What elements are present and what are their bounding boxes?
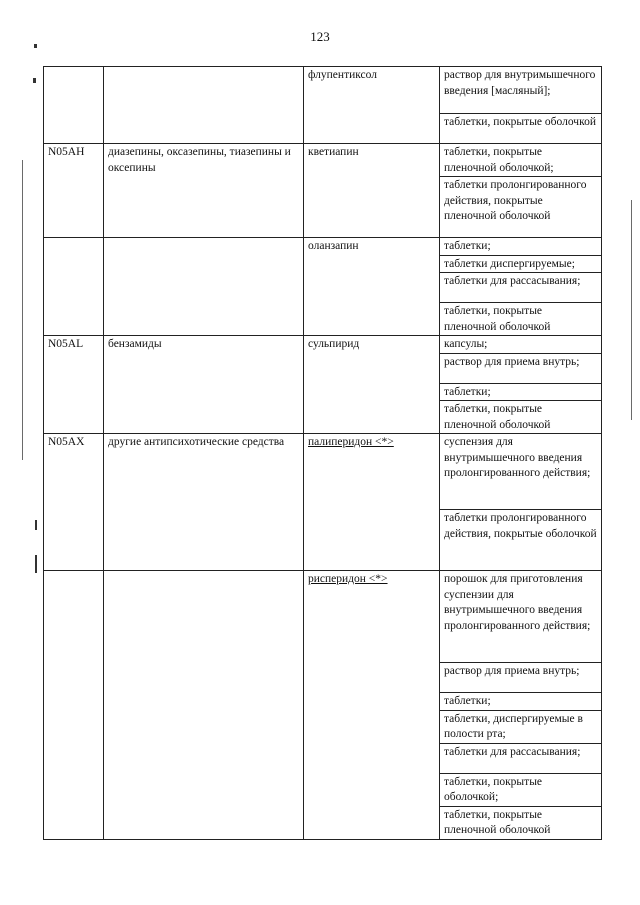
dosage-form-cell: таблетки для рассасывания; [440, 273, 602, 303]
dosage-form-cell: таблетки, покрытые пленочной оболочкой [440, 401, 602, 434]
drug-name-cell: сульпирид [304, 336, 440, 434]
scan-artifact [34, 44, 37, 48]
drug-name-cell: оланзапин [304, 238, 440, 336]
drug-name-cell: флупентиксол [304, 67, 440, 144]
dosage-form-cell: таблетки; [440, 693, 602, 711]
therapeutic-group-cell [104, 67, 304, 144]
dosage-form-cell: таблетки, покрытые пленочной оболочкой [440, 806, 602, 839]
dosage-form-cell: таблетки; [440, 238, 602, 256]
atc-code-cell: N05AL [44, 336, 104, 434]
dosage-form-cell: капсулы; [440, 336, 602, 354]
scan-edge-line [22, 160, 23, 460]
dosage-form-cell: таблетки диспергируемые; [440, 255, 602, 273]
dosage-form-cell: таблетки, диспергируемые в полости рта; [440, 710, 602, 743]
medication-table [43, 66, 602, 840]
dosage-form-cell: таблетки, покрытые пленочной оболочкой [440, 303, 602, 336]
therapeutic-group-cell: другие антипсихотические средства [104, 434, 304, 571]
drug-name-cell: палиперидон <*> [304, 434, 440, 571]
therapeutic-group-cell [104, 571, 304, 840]
atc-code-cell [44, 571, 104, 840]
dosage-form-cell: суспензия для внутримышечного введения пролонгированного действия; [440, 434, 602, 510]
dosage-form-cell: таблетки пролонгированного действия, покрытые пленочной оболочкой [440, 177, 602, 238]
dosage-form-cell: таблетки пролонгированного действия, покрытые оболочкой [440, 510, 602, 571]
dosage-form-cell: таблетки, покрытые оболочкой [440, 114, 602, 144]
drug-name-cell: рисперидон <*> [304, 571, 440, 840]
table-row [44, 571, 602, 663]
dosage-form-cell: раствор для приема внутрь; [440, 353, 602, 383]
dosage-form-cell: таблетки, покрытые пленочной оболочкой; [440, 144, 602, 177]
dosage-form-cell: таблетки для рассасывания; [440, 743, 602, 773]
scan-artifact [33, 78, 36, 83]
page-number: 123 [310, 29, 330, 44]
atc-code-cell [44, 67, 104, 144]
table-row [44, 434, 602, 510]
table-row [44, 238, 602, 256]
dosage-form-cell: раствор для приема внутрь; [440, 663, 602, 693]
dosage-form-cell: таблетки, покрытые оболочкой; [440, 773, 602, 806]
drug-name-cell: кветиапин [304, 144, 440, 238]
therapeutic-group-cell: диазепины, оксазепины, тиазепины и оксепины [104, 144, 304, 238]
scan-edge-line [631, 200, 632, 420]
table-row [44, 336, 602, 354]
scan-artifact [35, 555, 37, 573]
scan-artifact [35, 520, 37, 530]
medication-table-body [44, 67, 602, 840]
dosage-form-cell: порошок для приготовления суспензии для внутримышечного введения пролонгированного действия; [440, 571, 602, 663]
table-row [44, 144, 602, 177]
atc-code-cell: N05AX [44, 434, 104, 571]
dosage-form-cell: таблетки; [440, 383, 602, 401]
atc-code-cell [44, 238, 104, 336]
therapeutic-group-cell [104, 238, 304, 336]
dosage-form-cell: раствор для внутримышечного введения [масляный]; [440, 67, 602, 114]
table-row [44, 67, 602, 114]
therapeutic-group-cell: бензамиды [104, 336, 304, 434]
atc-code-cell: N05AH [44, 144, 104, 238]
